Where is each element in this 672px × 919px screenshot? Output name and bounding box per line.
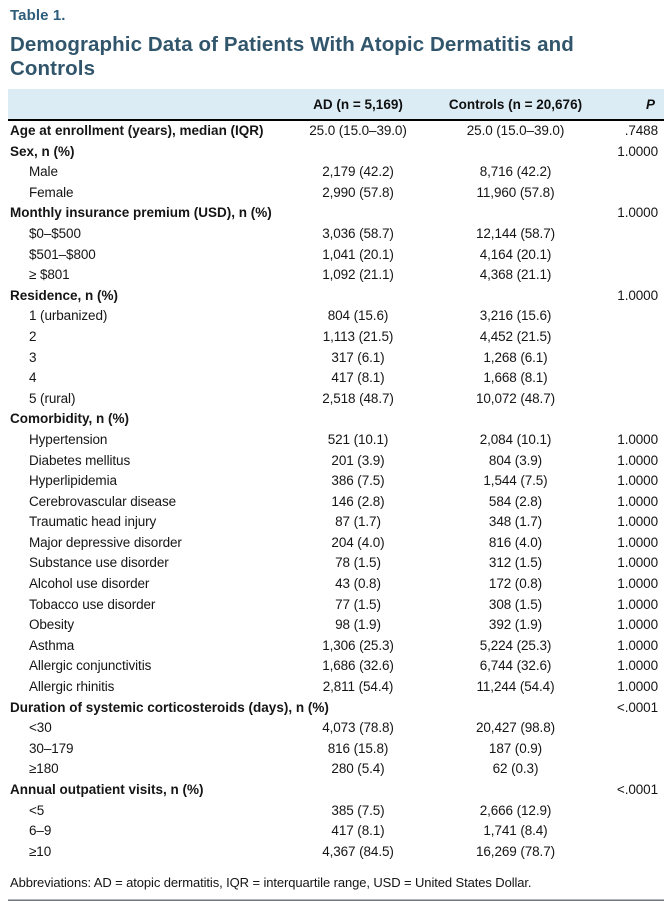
table-row: [8, 306, 664, 327]
table-row: [8, 636, 664, 657]
controls-value-cell: 1,268 (6.1): [483, 349, 548, 365]
ad-value-cell: 417 (8.1): [331, 823, 385, 839]
table-row: [8, 348, 664, 369]
p-value-cell: [603, 842, 664, 863]
header-p-column: P: [603, 89, 664, 120]
ad-value-cell: 317 (6.1): [331, 349, 385, 365]
header-blank-cell: [8, 89, 288, 120]
p-value-cell: <.0001: [616, 699, 658, 715]
controls-value-cell: 1,741 (8.4): [483, 823, 548, 839]
controls-value-cell: 6,744 (32.6): [479, 658, 552, 674]
row-label-cell: Substance use disorder: [29, 555, 169, 571]
ad-value-cell: [288, 780, 428, 801]
table-row: [8, 821, 664, 842]
ad-value-cell: 521 (10.1): [327, 431, 389, 447]
p-value-cell: 1.0000: [617, 679, 658, 695]
p-value-cell: [603, 821, 664, 842]
row-label-cell: ≥180: [29, 761, 59, 777]
row-label-cell: Allergic rhinitis: [29, 679, 115, 695]
ad-value-cell: 2,990 (57.8): [322, 184, 394, 200]
controls-value-cell: 12,144 (58.7): [475, 225, 555, 241]
table-row: [8, 327, 664, 348]
table-row: [8, 224, 664, 245]
table-row: [8, 533, 664, 554]
controls-value-cell: [428, 286, 603, 307]
row-label-cell: 3: [29, 349, 37, 365]
row-label-cell: Alcohol use disorder: [29, 576, 150, 592]
ad-value-cell: 417 (8.1): [331, 370, 385, 386]
row-label-cell: ≥ $801: [29, 267, 70, 283]
p-value-cell: 1.0000: [617, 658, 658, 674]
ad-value-cell: 2,518 (48.7): [322, 390, 394, 406]
ad-value-cell: 4,367 (84.5): [322, 843, 394, 859]
table-row: [8, 842, 664, 863]
ad-value-cell: 98 (1.9): [335, 617, 381, 633]
ad-value-cell: 386 (7.5): [331, 473, 385, 489]
row-label-cell: 6–9: [29, 823, 52, 839]
controls-value-cell: 3,216 (15.6): [479, 308, 552, 324]
ad-value-cell: 4,073 (78.8): [322, 720, 394, 736]
row-label-cell: Duration of systemic corticosteroids (days), n (%): [10, 699, 329, 715]
row-label-cell: Residence, n (%): [10, 287, 119, 303]
controls-value-cell: 187 (0.9): [488, 740, 543, 756]
controls-value-cell: 11,244 (54.4): [476, 679, 555, 695]
row-label-cell: Monthly insurance premium (USD), n (%): [10, 205, 272, 221]
controls-value-cell: 584 (2.8): [488, 493, 543, 509]
table-row: [8, 553, 664, 574]
table-row: [8, 759, 664, 780]
ad-value-cell: 804 (15.6): [327, 308, 389, 324]
row-label-cell: Sex, n (%): [10, 143, 75, 159]
controls-value-cell: 2,666 (12.9): [479, 802, 552, 818]
p-value-cell: 1.0000: [617, 576, 658, 592]
controls-value-cell: 172 (0.8): [488, 576, 543, 592]
p-value-cell: [603, 739, 664, 760]
p-value-cell: 1.0000: [617, 205, 658, 221]
table-row: [8, 492, 664, 513]
p-value-cell: [603, 265, 664, 286]
p-value-cell: [603, 801, 664, 822]
ad-value-cell: [288, 142, 428, 163]
controls-value-cell: 1,544 (7.5): [483, 473, 548, 489]
ad-value-cell: 146 (2.8): [331, 493, 385, 509]
ad-value-cell: [288, 409, 428, 430]
p-value-cell: .7488: [624, 123, 658, 138]
table-row: [8, 739, 664, 760]
p-value-cell: [603, 306, 664, 327]
ad-value-cell: 1,306 (25.3): [322, 637, 394, 653]
row-label-cell: Major depressive disorder: [29, 534, 182, 550]
controls-value-cell: [428, 780, 603, 801]
row-label-cell: 30–179: [29, 740, 74, 756]
p-value-cell: 1.0000: [617, 431, 658, 447]
row-label-cell: Female: [29, 184, 74, 200]
table-row: [8, 389, 664, 410]
row-label-cell: Hypertension: [29, 431, 108, 447]
controls-value-cell: [428, 203, 603, 224]
table-row: [8, 162, 664, 183]
p-value-cell: 1.0000: [617, 555, 658, 571]
table-row: [8, 265, 664, 286]
p-value-cell: <.0001: [616, 782, 658, 797]
header-ad-column: AD (n = 5,169): [288, 89, 428, 120]
ad-value-cell: 77 (1.5): [335, 596, 381, 612]
controls-value-cell: 16,269 (78.7): [475, 843, 555, 859]
ad-value-cell: 25.0 (15.0–39.0): [309, 123, 407, 138]
table-row: [8, 801, 664, 822]
controls-value-cell: 816 (4.0): [488, 534, 543, 550]
row-label-cell: Tobacco use disorder: [29, 596, 156, 612]
header-controls-column: Controls (n = 20,676): [428, 89, 603, 120]
controls-value-cell: 62 (0.3): [492, 761, 539, 777]
p-value-cell: 1.0000: [617, 637, 658, 653]
table-header-row: [8, 89, 664, 120]
table-row: [8, 780, 664, 801]
p-value-cell: [603, 162, 664, 183]
table-row: [8, 142, 664, 163]
p-value-cell: [603, 409, 664, 430]
p-value-cell: [603, 183, 664, 204]
controls-value-cell: 392 (1.9): [488, 617, 543, 633]
table-row: [8, 120, 664, 142]
table-row: [8, 677, 664, 698]
table-row: [8, 286, 664, 307]
ad-value-cell: 78 (1.5): [335, 555, 381, 571]
ad-value-cell: 1,113 (21.5): [322, 328, 394, 344]
p-value-cell: [603, 348, 664, 369]
row-label-cell: <5: [29, 802, 45, 818]
row-label-cell: Comorbidity, n (%): [10, 411, 129, 427]
ad-value-cell: 2,811 (54.4): [322, 679, 394, 695]
row-label-cell: $0–$500: [29, 225, 81, 241]
controls-value-cell: 2,084 (10.1): [479, 431, 552, 447]
controls-value-cell: 4,368 (21.1): [479, 267, 552, 283]
controls-value-cell: 10,072 (48.7): [475, 390, 555, 406]
row-label-cell: Obesity: [29, 617, 75, 633]
ad-value-cell: 1,686 (32.6): [322, 658, 394, 674]
p-value-cell: 1.0000: [617, 143, 658, 159]
table-row: [8, 471, 664, 492]
ad-value-cell: 280 (5.4): [331, 761, 385, 777]
ad-value-cell: 87 (1.7): [335, 514, 381, 530]
table-row: [8, 512, 664, 533]
demographics-table: [8, 89, 664, 862]
p-value-cell: [603, 389, 664, 410]
footnote: Abbreviations: AD = atopic dermatitis, IQR = interquartile range, USD = United States Dollar.: [10, 875, 532, 891]
p-value-cell: 1.0000: [617, 473, 658, 489]
ad-value-cell: 201 (3.9): [331, 452, 385, 468]
ad-value-cell: 385 (7.5): [331, 802, 385, 818]
controls-value-cell: 4,452 (21.5): [479, 328, 552, 344]
p-value-cell: [603, 327, 664, 348]
p-value-cell: [603, 245, 664, 266]
controls-value-cell: [428, 409, 603, 430]
table-row: [8, 368, 664, 389]
row-label-cell: 2: [29, 328, 37, 344]
table-row: [8, 409, 664, 430]
table-row: [8, 698, 664, 719]
row-label-cell: 5 (rural): [29, 390, 76, 406]
table-row: [8, 656, 664, 677]
p-value-cell: 1.0000: [617, 493, 658, 509]
table-row: [8, 595, 664, 616]
controls-value-cell: 4,164 (20.1): [479, 246, 552, 262]
row-label-cell: Allergic conjunctivitis: [29, 658, 152, 674]
p-value-cell: [603, 368, 664, 389]
ad-value-cell: 43 (0.8): [335, 576, 381, 592]
table-row: [8, 615, 664, 636]
table-row: [8, 574, 664, 595]
row-label-cell: Age at enrollment (years), median (IQR): [10, 123, 264, 138]
row-label-cell: Traumatic head injury: [29, 514, 157, 530]
p-value-cell: 1.0000: [617, 452, 658, 468]
ad-value-cell: 1,041 (20.1): [322, 246, 394, 262]
table-label: Table 1.: [10, 7, 66, 24]
p-value-cell: 1.0000: [617, 514, 658, 530]
controls-value-cell: 11,960 (57.8): [476, 184, 555, 200]
ad-value-cell: [288, 286, 428, 307]
row-label-cell: Annual outpatient visits, n (%): [10, 782, 204, 797]
controls-value-cell: [428, 142, 603, 163]
p-value-cell: 1.0000: [617, 534, 658, 550]
table-row: [8, 718, 664, 739]
controls-value-cell: 20,427 (98.8): [475, 720, 555, 736]
table-body: [8, 120, 664, 862]
row-label-cell: Hyperlipidemia: [29, 473, 117, 489]
ad-value-cell: 2,179 (42.2): [322, 164, 394, 180]
row-label-cell: Male: [29, 164, 58, 180]
controls-value-cell: 1,668 (8.1): [483, 370, 548, 386]
row-label-cell: $501–$800: [29, 246, 96, 262]
row-label-cell: Asthma: [29, 637, 75, 653]
ad-value-cell: 204 (4.0): [331, 534, 385, 550]
ad-value-cell: [288, 203, 428, 224]
p-value-cell: [603, 718, 664, 739]
page-title: Demographic Data of Patients With Atopic Dermatitis and Controls: [10, 33, 574, 80]
row-label-cell: 1 (urbanized): [29, 308, 108, 324]
row-label-cell: Diabetes mellitus: [29, 452, 131, 468]
p-value-cell: 1.0000: [617, 617, 658, 633]
table-row: [8, 245, 664, 266]
ad-value-cell: 1,092 (21.1): [322, 267, 394, 283]
table-row: [8, 451, 664, 472]
controls-value-cell: 312 (1.5): [488, 555, 543, 571]
ad-value-cell: 816 (15.8): [327, 740, 389, 756]
table-row: [8, 183, 664, 204]
ad-value-cell: 3,036 (58.7): [322, 225, 394, 241]
table-row: [8, 203, 664, 224]
row-label-cell: 4: [29, 370, 37, 386]
controls-value-cell: 5,224 (25.3): [479, 637, 552, 653]
controls-value-cell: 8,716 (42.2): [479, 164, 552, 180]
controls-value-cell: 308 (1.5): [488, 596, 543, 612]
p-value-cell: [603, 759, 664, 780]
row-label-cell: ≥10: [29, 843, 52, 859]
controls-value-cell: 348 (1.7): [488, 514, 543, 530]
p-value-cell: 1.0000: [617, 287, 658, 303]
p-value-cell: [603, 224, 664, 245]
controls-value-cell: 804 (3.9): [488, 452, 543, 468]
p-value-cell: 1.0000: [617, 596, 658, 612]
table-row: [8, 430, 664, 451]
row-label-cell: Cerebrovascular disease: [29, 493, 177, 509]
row-label-cell: <30: [29, 720, 52, 736]
controls-value-cell: 25.0 (15.0–39.0): [466, 123, 565, 138]
controls-value-cell: [428, 698, 603, 719]
bottom-rule: [8, 899, 664, 901]
